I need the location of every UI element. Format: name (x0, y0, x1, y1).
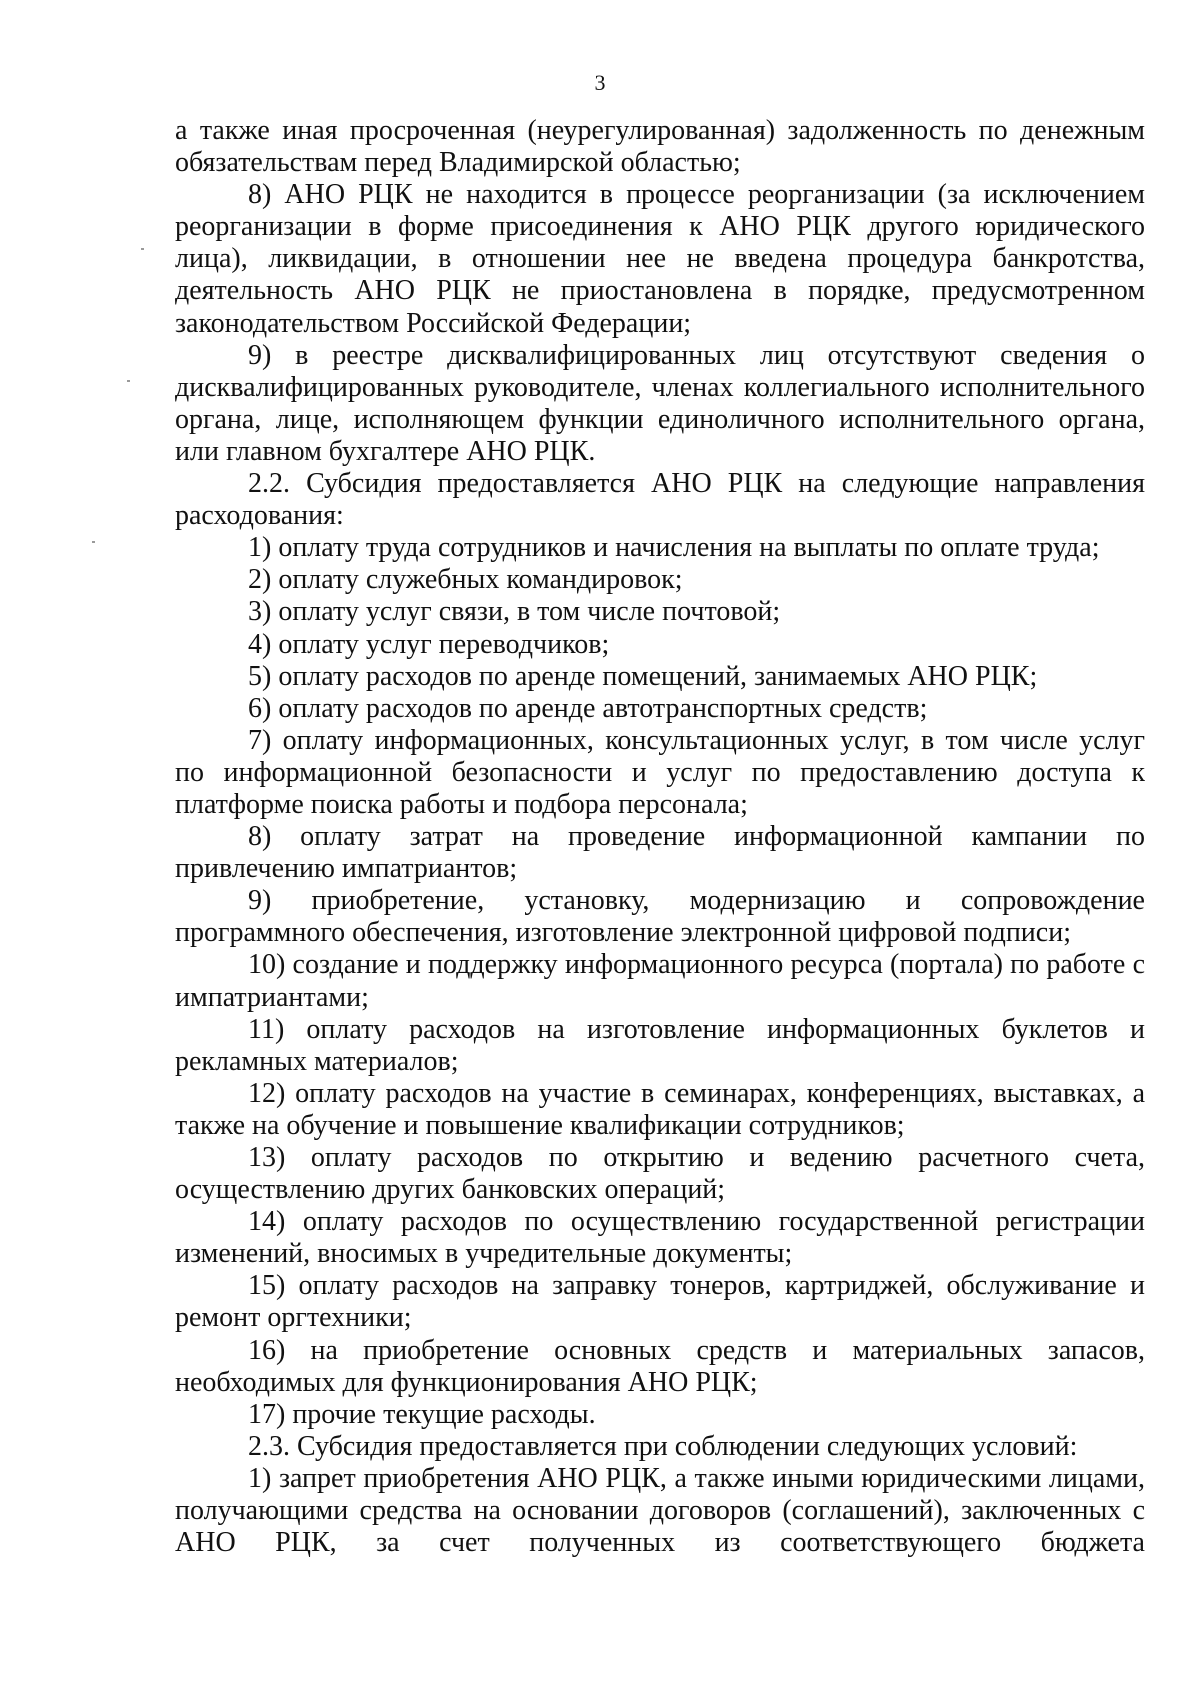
list-item-expense-4: 4) оплату услуг переводчиков; (248, 628, 610, 660)
paragraph-condition-9: 9) в реестре дисквалифицированных лиц отсутствуют сведения о дисквалифицированных руководителе, членах коллегиального исполнительного органа, лице, исполняющем функции единоличного исполнительного органа, или главном бухгалтере АНО РЦК. (175, 339, 1145, 467)
list-item-expense-7: 7) оплату информационных, консультационных услуг, в том числе услуг по информационной безопасности и услуг по предоставлению доступа к платформе поиска работы и подбора персонала; (175, 724, 1145, 820)
list-item-expense-15: 15) оплату расходов на заправку тонеров, картриджей, обслуживание и ремонт оргтехники; (175, 1270, 1145, 1334)
scan-speck (141, 248, 144, 250)
paragraph-section-2-3: 2.3. Субсидия предоставляется при соблюдении следующих условий: (248, 1430, 1078, 1462)
list-item-expense-10: 10) создание и поддержку информационного ресурса (портала) по работе с импатриантами; (175, 949, 1145, 1013)
scan-speck (127, 380, 130, 382)
paragraph-section-2-2: 2.2. Субсидия предоставляется АНО РЦК на следующие направления расходования: (175, 468, 1145, 532)
list-item-expense-17: 17) прочие текущие расходы. (248, 1398, 596, 1430)
list-item-expense-6: 6) оплату расходов по аренде автотранспортных средств; (248, 692, 928, 724)
document-body (175, 115, 1145, 1559)
list-item-expense-13: 13) оплату расходов по открытию и ведению расчетного счета, осуществлению других банковских операций; (175, 1142, 1145, 1206)
paragraph-condition-8: 8) АНО РЦК не находится в процессе реорганизации (за исключением реорганизации в форме присоединения к АНО РЦК другого юридического лица), ликвидации, в отношении нее не введена процедура банкротства, деятельность АНО РЦК не приостановлена в порядке, предусмотренном законодательством Российской Федерации; (175, 179, 1145, 339)
list-item-expense-5: 5) оплату расходов по аренде помещений, занимаемых АНО РЦК; (248, 660, 1038, 692)
list-item-expense-11: 11) оплату расходов на изготовление информационных буклетов и рекламных материалов; (175, 1013, 1145, 1077)
scan-speck (92, 541, 95, 543)
list-item-expense-9: 9) приобретение, установку, модернизацию и сопровождение программного обеспечения, изготовление электронной цифровой подписи; (175, 885, 1145, 949)
paragraph-debt-continuation: а также иная просроченная (неурегулированная) задолженность по денежным обязательствам перед Владимирской областью; (175, 115, 1145, 179)
list-item-expense-8: 8) оплату затрат на проведение информационной кампании по привлечению импатриантов; (175, 821, 1145, 885)
list-item-expense-16: 16) на приобретение основных средств и материальных запасов, необходимых для функционирования АНО РЦК; (175, 1334, 1145, 1398)
list-item-expense-14: 14) оплату расходов по осуществлению государственной регистрации изменений, вносимых в учредительные документы; (175, 1206, 1145, 1270)
list-item-expense-2: 2) оплату служебных командировок; (248, 564, 683, 596)
page-number: 3 (594, 70, 606, 95)
list-item-expense-12: 12) оплату расходов на участие в семинарах, конференциях, выставках, а также на обучение и повышение квалификации сотрудников; (175, 1077, 1145, 1141)
list-item-expense-1: 1) оплату труда сотрудников и начисления на выплаты по оплате труда; (248, 532, 1100, 564)
paragraph-condition-1-continued: 1) запрет приобретения АНО РЦК, а также иными юридическими лицами, получающими средства на основании договоров (соглашений), заключенных с АНО РЦК, за счет полученных из соответствующего бюджета (175, 1462, 1145, 1559)
list-item-expense-3: 3) оплату услуг связи, в том числе почтовой; (248, 596, 781, 628)
